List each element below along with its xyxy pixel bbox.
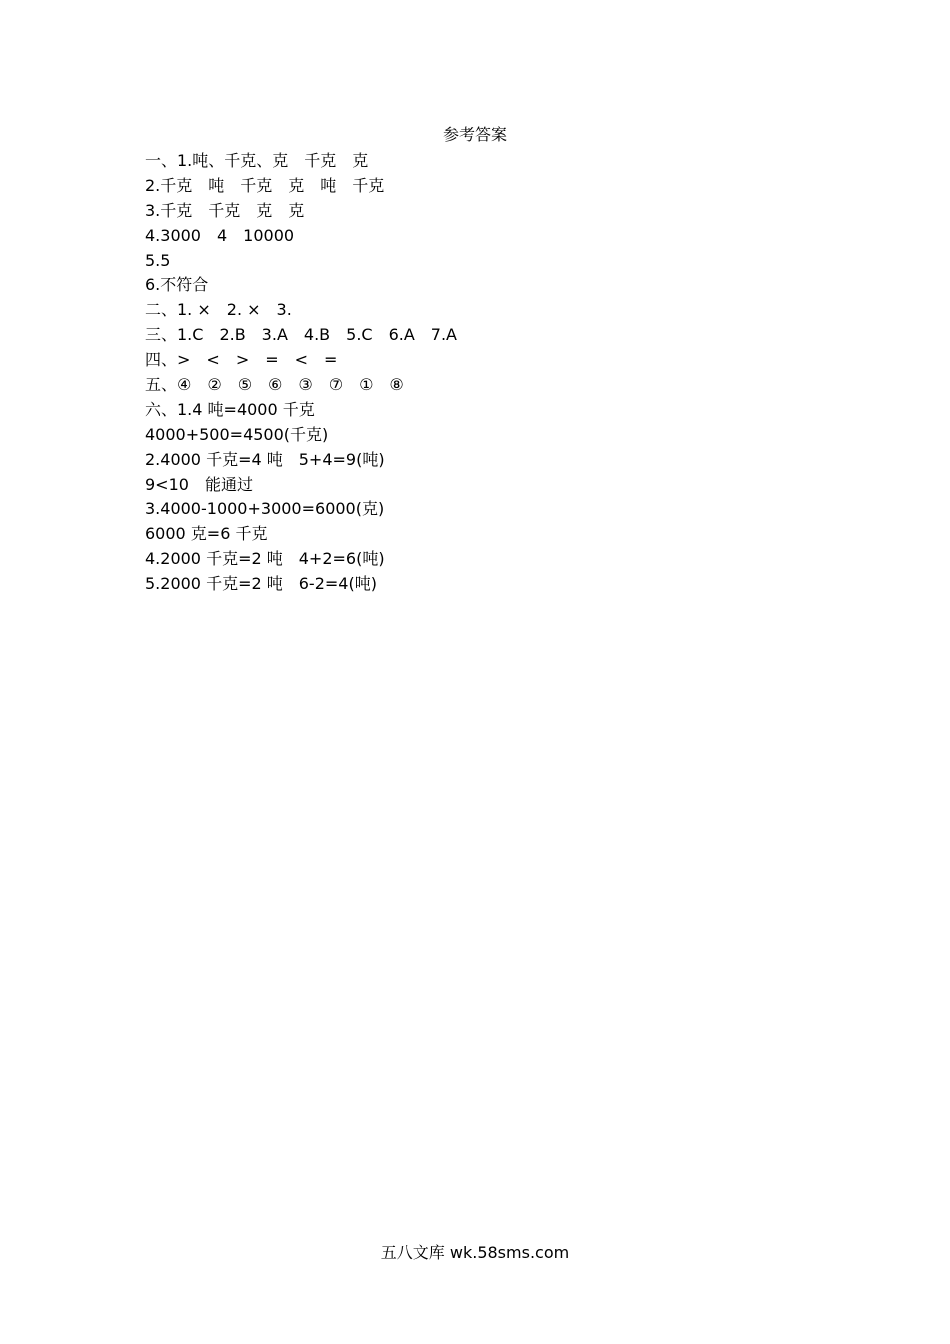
answer-line: 9<10 能通过 bbox=[145, 474, 253, 494]
answer-line: 4.2000 千克=2 吨 4+2=6(吨) bbox=[145, 549, 385, 569]
answer-line: 4.3000 4 10000 bbox=[145, 225, 295, 245]
answer-line: 6000 克=6 千克 bbox=[145, 524, 268, 544]
page-title: 参考答案 bbox=[442, 125, 507, 144]
page-footer: 五八文库 wk.58sms.com bbox=[380, 1243, 570, 1262]
answer-line: 五、④ ② ⑤ ⑥ ③ ⑦ ① ⑧ bbox=[145, 375, 404, 395]
answer-line: 2.4000 千克=4 吨 5+4=9(吨) bbox=[145, 449, 385, 469]
answer-line: 四、> < > = < = bbox=[145, 350, 338, 370]
answer-line: 三、1.C 2.B 3.A 4.B 5.C 6.A 7.A bbox=[145, 325, 457, 345]
answer-line: 一、1.吨、千克、克 千克 克 bbox=[145, 151, 369, 170]
answer-line: 5.2000 千克=2 吨 6-2=4(吨) bbox=[145, 574, 377, 594]
answer-line: 二、1. × 2. × 3. bbox=[145, 300, 297, 320]
answer-line: 3.千克 千克 克 克 bbox=[145, 200, 305, 220]
answer-line: 4000+500=4500(千克) bbox=[145, 424, 329, 444]
answer-line: 2.千克 吨 千克 克 吨 千克 bbox=[145, 175, 385, 195]
answer-line: 3.4000-1000+3000=6000(克) bbox=[145, 499, 385, 519]
answer-line: 6.不符合 bbox=[145, 275, 209, 295]
answer-line: 5.5 bbox=[145, 250, 171, 270]
answer-list bbox=[145, 149, 457, 597]
answer-line: 六、1.4 吨=4000 千克 bbox=[145, 399, 315, 419]
